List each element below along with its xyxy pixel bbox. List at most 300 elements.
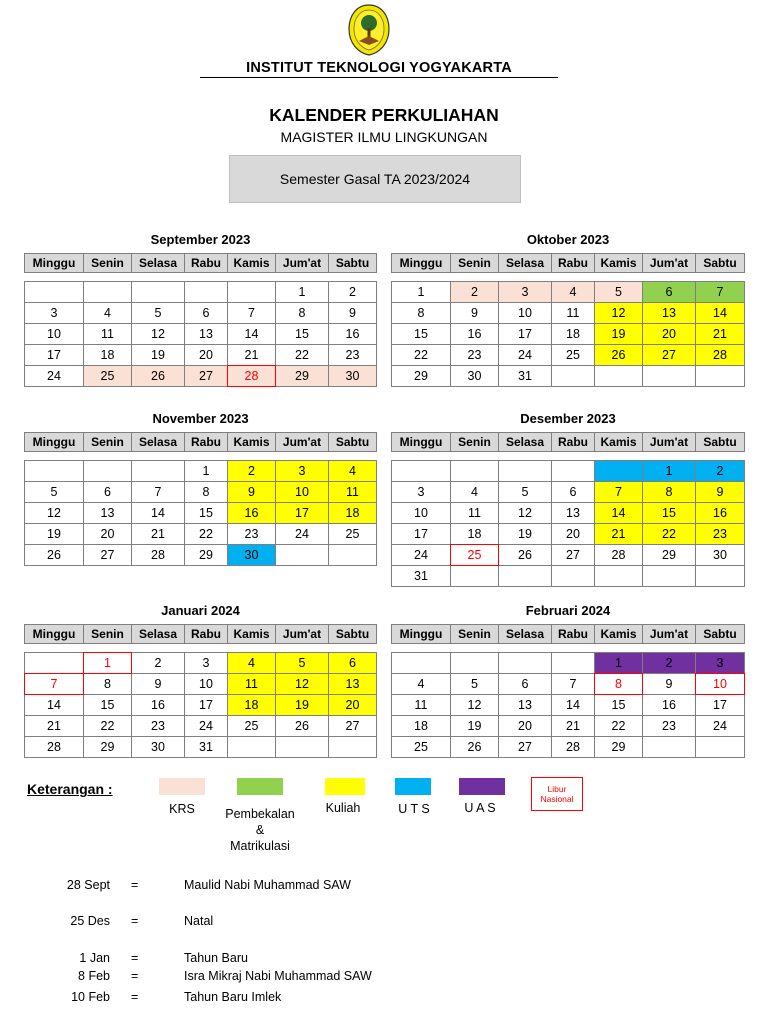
day-cell: 30 <box>695 544 745 566</box>
day-grid <box>24 460 377 566</box>
day-cell: 15 <box>275 323 329 345</box>
calendar-month <box>24 410 377 566</box>
day-cell: 13 <box>184 323 228 345</box>
weekday-header: Selasa <box>131 624 185 644</box>
weekday-header: Rabu <box>184 432 228 452</box>
weekday-header: Jum'at <box>275 253 329 273</box>
day-cell: 1 <box>594 652 643 674</box>
day-cell: 18 <box>83 344 132 366</box>
weekday-header: Jum'at <box>642 432 696 452</box>
weekday-header: Senin <box>83 253 132 273</box>
day-cell: 10 <box>24 323 84 345</box>
day-cell: 14 <box>131 502 185 524</box>
day-cell: 27 <box>83 544 132 566</box>
day-cell: 1 <box>275 281 329 303</box>
week-row <box>24 652 377 674</box>
holiday-equals: = <box>131 914 139 928</box>
day-cell: 9 <box>450 302 499 324</box>
holiday-name: Isra Mikraj Nabi Muhammad SAW <box>184 969 372 983</box>
day-cell: 9 <box>642 673 696 695</box>
week-row <box>24 523 377 545</box>
day-cell: 10 <box>391 502 451 524</box>
week-row <box>391 502 745 524</box>
day-cell: 15 <box>391 323 451 345</box>
semester-label: Semester Gasal TA 2023/2024 <box>279 171 471 187</box>
day-cell <box>642 365 696 387</box>
weekday-header: Senin <box>83 624 132 644</box>
day-cell: 11 <box>328 481 377 503</box>
day-cell: 8 <box>184 481 228 503</box>
day-cell: 22 <box>184 523 228 545</box>
holiday-date: 25 Des <box>70 914 110 928</box>
weekday-header: Sabtu <box>695 624 745 644</box>
day-cell: 7 <box>594 481 643 503</box>
day-cell: 17 <box>275 502 329 524</box>
week-row <box>391 565 745 587</box>
week-row <box>391 715 745 737</box>
day-cell: 4 <box>227 652 276 674</box>
week-row <box>391 523 745 545</box>
day-cell: 9 <box>695 481 745 503</box>
day-cell: 19 <box>498 523 552 545</box>
day-cell: 9 <box>328 302 377 324</box>
day-cell: 14 <box>227 323 276 345</box>
week-row <box>391 481 745 503</box>
day-cell: 15 <box>83 694 132 716</box>
day-cell: 6 <box>184 302 228 324</box>
weekday-header: Rabu <box>551 253 595 273</box>
day-cell: 2 <box>450 281 499 303</box>
weekday-header: Sabtu <box>695 432 745 452</box>
day-cell: 5 <box>24 481 84 503</box>
day-cell: 24 <box>24 365 84 387</box>
day-cell: 19 <box>594 323 643 345</box>
day-cell <box>227 281 276 303</box>
day-cell: 28 <box>594 544 643 566</box>
day-cell: 18 <box>450 523 499 545</box>
day-cell: 24 <box>695 715 745 737</box>
day-cell: 6 <box>551 481 595 503</box>
weekday-header: Minggu <box>24 432 84 452</box>
day-cell: 27 <box>551 544 595 566</box>
day-cell: 6 <box>328 652 377 674</box>
day-cell <box>551 652 595 674</box>
weekday-header: Minggu <box>391 432 451 452</box>
day-cell: 31 <box>184 736 228 758</box>
weekday-header: Minggu <box>391 624 451 644</box>
day-cell <box>498 565 552 587</box>
holiday-date: 10 Feb <box>71 990 110 1004</box>
month-title: Januari 2024 <box>161 603 240 618</box>
day-cell: 13 <box>83 502 132 524</box>
day-cell: 1 <box>642 460 696 482</box>
day-cell: 21 <box>594 523 643 545</box>
day-cell: 17 <box>184 694 228 716</box>
day-cell: 19 <box>24 523 84 545</box>
weekday-header: Sabtu <box>328 432 377 452</box>
day-cell: 25 <box>227 715 276 737</box>
day-cell: 22 <box>642 523 696 545</box>
day-cell: 10 <box>184 673 228 695</box>
day-cell: 23 <box>131 715 185 737</box>
weekday-header-row <box>391 432 745 452</box>
day-cell <box>642 736 696 758</box>
day-cell: 28 <box>131 544 185 566</box>
week-row <box>391 344 745 366</box>
day-cell <box>184 281 228 303</box>
weekday-header: Minggu <box>24 624 84 644</box>
day-cell: 10 <box>498 302 552 324</box>
day-cell: 23 <box>328 344 377 366</box>
day-cell <box>594 460 643 482</box>
weekday-header: Minggu <box>391 253 451 273</box>
week-row <box>24 365 377 387</box>
day-cell: 22 <box>83 715 132 737</box>
day-cell: 19 <box>131 344 185 366</box>
day-cell: 14 <box>594 502 643 524</box>
calendar-month <box>391 410 745 587</box>
day-cell: 15 <box>184 502 228 524</box>
day-cell <box>275 544 329 566</box>
day-cell: 26 <box>275 715 329 737</box>
day-cell: 26 <box>450 736 499 758</box>
weekday-header: Kamis <box>594 253 643 273</box>
day-cell: 29 <box>275 365 329 387</box>
day-cell <box>695 565 745 587</box>
day-cell: 4 <box>551 281 595 303</box>
day-cell: 1 <box>83 652 132 674</box>
month-title: Oktober 2023 <box>526 232 610 247</box>
weekday-header: Kamis <box>227 432 276 452</box>
holiday-equals: = <box>131 951 139 965</box>
day-cell: 27 <box>184 365 228 387</box>
day-cell <box>551 460 595 482</box>
weekday-header: Selasa <box>498 624 552 644</box>
institution-name: INSTITUT TEKNOLOGI YOGYAKARTA <box>246 60 512 76</box>
day-cell: 25 <box>551 344 595 366</box>
weekday-header: Rabu <box>184 624 228 644</box>
day-cell: 7 <box>227 302 276 324</box>
day-cell: 29 <box>642 544 696 566</box>
day-cell: 9 <box>227 481 276 503</box>
weekday-header: Rabu <box>551 624 595 644</box>
legend-libur-nasional <box>531 777 583 811</box>
day-cell: 31 <box>391 565 451 587</box>
day-cell <box>131 281 185 303</box>
week-row <box>24 694 377 716</box>
day-cell: 8 <box>594 673 643 695</box>
day-cell: 19 <box>275 694 329 716</box>
day-cell: 21 <box>551 715 595 737</box>
day-cell: 12 <box>450 694 499 716</box>
day-cell: 21 <box>227 344 276 366</box>
day-cell: 20 <box>642 323 696 345</box>
legend-text-krs: KRS <box>169 802 195 816</box>
day-cell: 28 <box>227 365 276 387</box>
day-cell: 23 <box>642 715 696 737</box>
day-cell: 25 <box>328 523 377 545</box>
day-cell: 23 <box>450 344 499 366</box>
day-cell: 16 <box>131 694 185 716</box>
weekday-header: Selasa <box>131 432 185 452</box>
day-cell <box>450 460 499 482</box>
weekday-header: Jum'at <box>642 624 696 644</box>
week-row <box>24 502 377 524</box>
day-cell: 4 <box>391 673 451 695</box>
weekday-header: Kamis <box>227 253 276 273</box>
day-cell: 16 <box>642 694 696 716</box>
month-title: November 2023 <box>152 411 249 426</box>
day-cell: 12 <box>275 673 329 695</box>
week-row <box>24 673 377 695</box>
weekday-header: Kamis <box>594 432 643 452</box>
day-cell: 18 <box>328 502 377 524</box>
weekday-header: Jum'at <box>275 432 329 452</box>
day-cell: 20 <box>551 523 595 545</box>
week-row <box>391 736 745 758</box>
day-cell <box>695 365 745 387</box>
day-cell: 28 <box>24 736 84 758</box>
day-cell: 25 <box>391 736 451 758</box>
day-cell: 12 <box>498 502 552 524</box>
day-cell: 18 <box>391 715 451 737</box>
weekday-header: Selasa <box>131 253 185 273</box>
legend-pembekalan-line2: & <box>255 823 265 837</box>
day-cell: 16 <box>695 502 745 524</box>
week-row <box>24 302 377 324</box>
day-cell: 5 <box>594 281 643 303</box>
weekday-header: Jum'at <box>642 253 696 273</box>
weekday-header-row <box>24 432 377 452</box>
day-cell: 26 <box>498 544 552 566</box>
week-row <box>391 544 745 566</box>
semester-banner <box>229 155 521 203</box>
day-cell: 8 <box>391 302 451 324</box>
legend-swatch-krs <box>159 778 205 795</box>
holiday-name: Maulid Nabi Muhammad SAW <box>184 878 351 892</box>
holiday-name: Tahun Baru <box>184 951 248 965</box>
legend-swatch-uts <box>395 778 431 795</box>
week-row <box>24 736 377 758</box>
day-cell: 11 <box>227 673 276 695</box>
day-cell: 18 <box>551 323 595 345</box>
day-cell: 20 <box>83 523 132 545</box>
day-cell <box>24 652 84 674</box>
day-cell: 1 <box>391 281 451 303</box>
day-cell: 2 <box>131 652 185 674</box>
weekday-header-row <box>391 624 745 644</box>
legend-libur-line1: Libur <box>547 784 567 794</box>
day-cell: 13 <box>498 694 552 716</box>
day-cell: 4 <box>450 481 499 503</box>
day-cell: 4 <box>328 460 377 482</box>
day-cell: 11 <box>391 694 451 716</box>
day-cell: 2 <box>227 460 276 482</box>
day-cell <box>551 565 595 587</box>
day-cell <box>391 652 451 674</box>
day-cell: 25 <box>83 365 132 387</box>
weekday-header: Sabtu <box>328 624 377 644</box>
holiday-equals: = <box>131 878 139 892</box>
calendar-month <box>391 602 745 758</box>
month-title: Desember 2023 <box>520 411 616 426</box>
weekday-header: Kamis <box>227 624 276 644</box>
day-cell: 30 <box>131 736 185 758</box>
holiday-equals: = <box>131 990 139 1004</box>
weekday-header: Kamis <box>594 624 643 644</box>
day-cell: 6 <box>642 281 696 303</box>
day-cell: 24 <box>498 344 552 366</box>
week-row <box>24 460 377 482</box>
weekday-header-row <box>24 624 377 644</box>
day-cell: 24 <box>275 523 329 545</box>
week-row <box>391 460 745 482</box>
day-cell: 2 <box>642 652 696 674</box>
day-cell: 5 <box>275 652 329 674</box>
day-cell: 30 <box>450 365 499 387</box>
day-cell: 13 <box>642 302 696 324</box>
day-cell: 26 <box>594 344 643 366</box>
day-cell: 8 <box>275 302 329 324</box>
weekday-header: Rabu <box>184 253 228 273</box>
weekday-header: Senin <box>83 432 132 452</box>
day-cell: 11 <box>450 502 499 524</box>
day-cell <box>24 460 84 482</box>
day-cell: 9 <box>131 673 185 695</box>
week-row <box>24 481 377 503</box>
day-cell: 28 <box>551 736 595 758</box>
weekday-header: Rabu <box>551 432 595 452</box>
week-row <box>391 365 745 387</box>
institution-underline <box>200 77 558 78</box>
day-cell: 8 <box>642 481 696 503</box>
day-cell: 27 <box>642 344 696 366</box>
day-cell: 21 <box>695 323 745 345</box>
day-cell: 21 <box>131 523 185 545</box>
day-cell: 16 <box>450 323 499 345</box>
day-cell: 25 <box>450 544 499 566</box>
day-cell: 14 <box>24 694 84 716</box>
day-cell: 5 <box>450 673 499 695</box>
page-subtitle: MAGISTER ILMU LINGKUNGAN <box>280 129 488 145</box>
legend-pembekalan-line1: Pembekalan <box>225 807 295 821</box>
page-title: KALENDER PERKULIAHAN <box>269 105 499 125</box>
holiday-date: 8 Feb <box>78 969 110 983</box>
day-cell: 20 <box>184 344 228 366</box>
day-grid <box>24 652 377 758</box>
day-cell <box>24 281 84 303</box>
day-cell: 20 <box>498 715 552 737</box>
calendar-month <box>24 231 377 387</box>
day-cell: 27 <box>498 736 552 758</box>
legend-text-pembekalan <box>215 806 305 854</box>
legend-libur-line2: Nasional <box>540 794 574 804</box>
day-cell: 17 <box>24 344 84 366</box>
legend-swatch-uas <box>459 778 505 795</box>
day-cell: 28 <box>695 344 745 366</box>
day-cell <box>594 565 643 587</box>
weekday-header-row <box>391 253 745 273</box>
day-cell: 31 <box>498 365 552 387</box>
day-cell: 14 <box>551 694 595 716</box>
day-cell: 10 <box>275 481 329 503</box>
day-cell <box>498 460 552 482</box>
day-cell: 6 <box>83 481 132 503</box>
day-cell <box>695 736 745 758</box>
calendar-month <box>24 602 377 758</box>
day-cell: 12 <box>131 323 185 345</box>
day-cell: 27 <box>328 715 377 737</box>
week-row <box>391 673 745 695</box>
weekday-header: Senin <box>450 253 499 273</box>
month-title: Februari 2024 <box>525 603 611 618</box>
day-cell: 12 <box>24 502 84 524</box>
legend-swatch-kuliah <box>325 778 365 795</box>
week-row <box>391 281 745 303</box>
day-grid <box>391 652 745 758</box>
day-cell: 22 <box>275 344 329 366</box>
day-cell: 26 <box>24 544 84 566</box>
day-grid <box>391 460 745 587</box>
holiday-date: 1 Jan <box>79 951 110 965</box>
day-cell: 24 <box>184 715 228 737</box>
day-cell: 18 <box>227 694 276 716</box>
day-grid <box>24 281 377 387</box>
day-cell <box>83 281 132 303</box>
legend-text-kuliah: Kuliah <box>325 801 361 815</box>
legend-swatch-pembekalan <box>237 778 283 795</box>
holiday-name: Natal <box>184 914 214 928</box>
weekday-header: Minggu <box>24 253 84 273</box>
day-cell: 15 <box>594 694 643 716</box>
calendar-month <box>391 231 745 387</box>
day-cell: 3 <box>498 281 552 303</box>
week-row <box>24 344 377 366</box>
day-grid <box>391 281 745 387</box>
day-cell <box>450 565 499 587</box>
day-cell: 12 <box>594 302 643 324</box>
day-cell <box>498 652 552 674</box>
day-cell: 26 <box>131 365 185 387</box>
weekday-header: Sabtu <box>328 253 377 273</box>
day-cell: 29 <box>594 736 643 758</box>
day-cell: 10 <box>695 673 745 695</box>
day-cell: 20 <box>328 694 377 716</box>
weekday-header: Selasa <box>498 432 552 452</box>
day-cell: 2 <box>328 281 377 303</box>
week-row <box>24 323 377 345</box>
day-cell: 29 <box>184 544 228 566</box>
day-cell: 11 <box>83 323 132 345</box>
day-cell <box>131 460 185 482</box>
week-row <box>24 544 377 566</box>
day-cell: 4 <box>83 302 132 324</box>
day-cell: 5 <box>131 302 185 324</box>
day-cell <box>83 460 132 482</box>
week-row <box>24 281 377 303</box>
institution-logo <box>347 3 391 57</box>
day-cell: 19 <box>450 715 499 737</box>
day-cell: 15 <box>642 502 696 524</box>
day-cell: 23 <box>695 523 745 545</box>
week-row <box>391 694 745 716</box>
month-title: September 2023 <box>150 232 251 247</box>
day-cell: 3 <box>391 481 451 503</box>
day-cell: 13 <box>551 502 595 524</box>
day-cell <box>275 736 329 758</box>
holiday-name: Tahun Baru Imlek <box>184 990 282 1004</box>
holiday-equals: = <box>131 969 139 983</box>
